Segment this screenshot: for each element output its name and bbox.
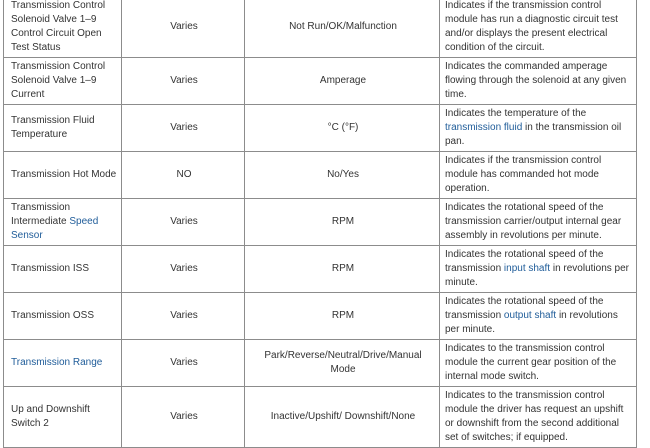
typical-value-cell: Varies [122,199,245,246]
description-cell [440,58,637,105]
description-cell [440,246,637,293]
typical-value-cell: NO [122,152,245,199]
parameter-name: Transmission OSS [11,310,94,321]
parameter-name: Transmission Control Solenoid Valve 1–9 Control Circuit Open Test Status [11,0,106,53]
parameter-name-cell [4,293,122,340]
description-cell [440,0,637,58]
table-row [4,0,637,58]
parameter-name: Transmission ISS [11,263,89,274]
units-cell: RPM [245,293,440,340]
typical-value-cell: Varies [122,340,245,387]
units-cell: Park/Reverse/Neutral/Drive/Manual Mode [245,340,440,387]
description-text: Indicates the commanded amperage flowing through the solenoid at any given time. [445,61,627,100]
typical-value-cell: Varies [122,293,245,340]
description-link[interactable]: input shaft [503,263,551,274]
table-row [4,105,637,152]
table-row [4,293,637,340]
units-cell: °C (°F) [245,105,440,152]
parameter-name-cell [4,246,122,293]
description-cell [440,340,637,387]
table-row [4,58,637,105]
table-row [4,246,637,293]
table-row [4,199,637,246]
description-cell [440,152,637,199]
description-text: Indicates to the transmission control module the driver has request an upshift or downshift from the second additional set of switches; if equipped. [445,390,624,443]
description-link[interactable]: transmission fluid [445,122,523,133]
units-cell: Inactive/Upshift/ Downshift/None [245,387,440,448]
typical-value-cell: Varies [122,387,245,448]
units-cell: RPM [245,246,440,293]
units-cell: Amperage [245,58,440,105]
parameter-name-cell [4,152,122,199]
parameter-name: Transmission Control Solenoid Valve 1–9 Current [11,61,106,100]
parameter-name-cell [4,58,122,105]
units-cell: No/Yes [245,152,440,199]
description-cell [440,387,637,448]
parameter-name: Transmission Hot Mode [11,169,117,180]
units-cell: Not Run/OK/Malfunction [245,0,440,58]
description-text: Indicates the rotational speed of the transmission [445,296,604,321]
description-link[interactable]: output shaft [503,310,557,321]
description-text: Indicates if the transmission control module has run a diagnostic circuit test and/or displays the present electrical condition of the circuit. [445,0,618,53]
description-text: Indicates the rotational speed of the transmission [445,249,604,274]
parameter-name-cell [4,387,122,448]
description-cell [440,105,637,152]
description-text: Indicates the rotational speed of the transmission carrier/output internal gear assembly in revolutions per minute. [445,202,622,241]
typical-value-cell: Varies [122,246,245,293]
parameter-name-cell [4,340,122,387]
parameter-name-cell [4,0,122,58]
description-cell [440,293,637,340]
description-text-after: in the transmission oil pan. [445,122,622,147]
units-cell: RPM [245,199,440,246]
typical-value-cell: Varies [122,0,245,58]
parameter-name-link[interactable]: Speed Sensor [11,216,99,241]
typical-value-cell: Varies [122,105,245,152]
table-row [4,340,637,387]
parameter-name: Up and Downshift Switch 2 [11,404,90,429]
parameter-name: Transmission Intermediate [11,202,71,227]
parameter-name-link[interactable]: Transmission Range [11,357,103,368]
parameter-name: Transmission Fluid Temperature [11,115,95,140]
table-row [4,387,637,448]
description-cell [440,199,637,246]
parameter-name-cell [4,105,122,152]
description-text: Indicates to the transmission control module the current gear position of the internal mode switch. [445,343,617,382]
description-text-after: in revolutions per minute. [445,310,618,335]
description-text: Indicates the temperature of the [445,108,587,119]
scan-data-table [3,0,637,448]
table-row [4,152,637,199]
description-text-after: in revolutions per minute. [445,263,629,288]
typical-value-cell: Varies [122,58,245,105]
parameter-name-cell [4,199,122,246]
description-text: Indicates if the transmission control module has commanded hot mode operation. [445,155,602,194]
